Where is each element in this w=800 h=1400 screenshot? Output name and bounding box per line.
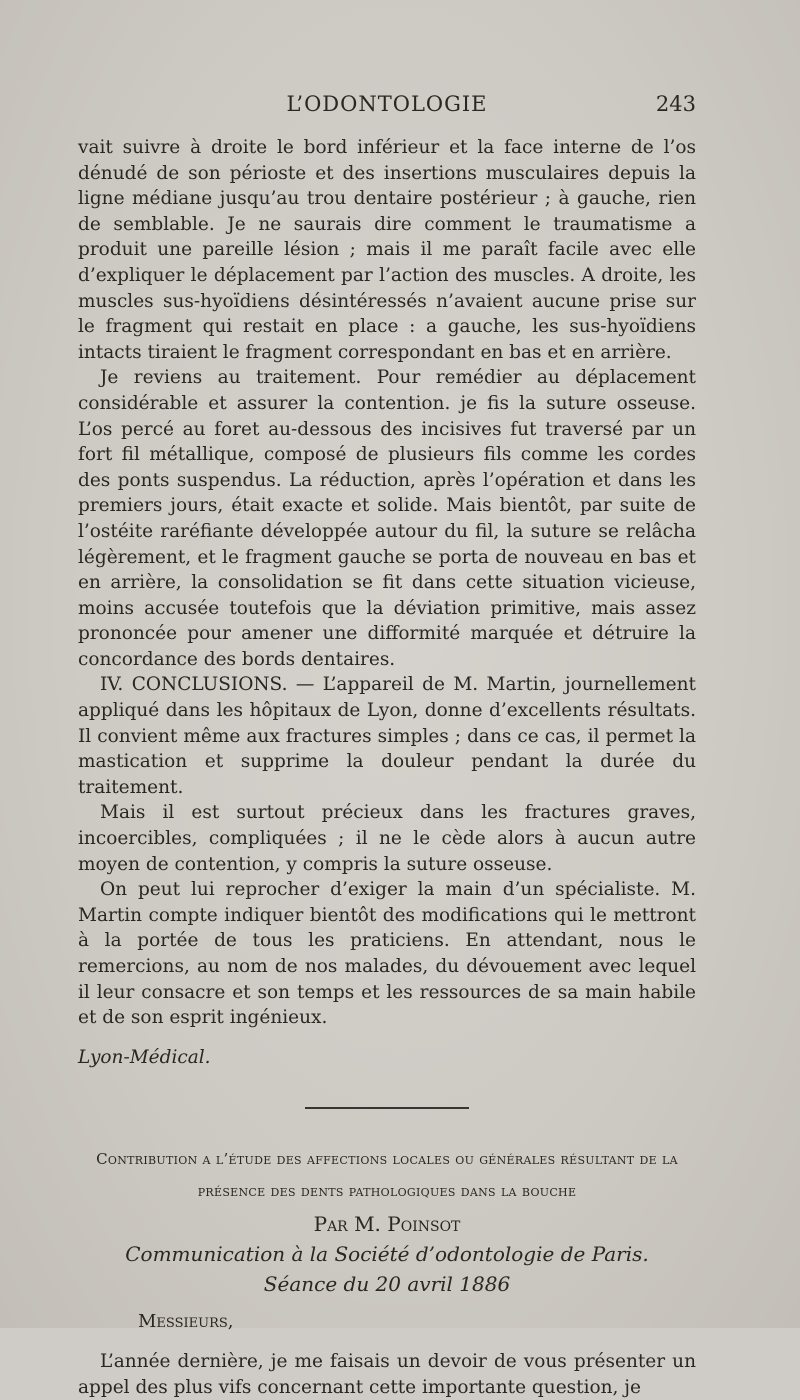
- article-venue: Communication à la Société d’odontologie de Paris.: [125, 1242, 649, 1267]
- source-signature: Lyon-Médical.: [78, 1046, 211, 1068]
- section-divider: [305, 1107, 469, 1109]
- page-header: [78, 92, 696, 124]
- paragraph: Je reviens au traitement. Pour remédier au déplacement considérable et assurer la contention. je fis la suture osseuse. L’os percé au foret au-dessous des incisives fut traversé par un fort fil métallique, composé de plusieurs fils comme les cordes des ponts suspendus. La réduction, après l’opération et dans les premiers jours, était exacte et solide. Mais bientôt, par suite de l’ostéite raréfiante développée autour du fil, la suture se relâcha légèrement, et le fragment gauche se porta de nouveau en bas et en arrière, la consolidation se fit dans cette situation vicieuse, moins accusée toutefois que la déviation primitive, mais assez prononcée pour amener une difformité marquée et détruire la concordance des bords dentaires.: [78, 367, 696, 670]
- conclusions-paragraph: IV. CONCLUSIONS. — L’appareil de M. Martin, journellement appliqué dans les hôpitaux de Lyon, donne d’excellents résultats. Il convient même aux fractures simples ; dans ce cas, il permet la mastication et supprime la douleur pendant la durée du traitement.: [78, 674, 696, 798]
- salutation: Messieurs,: [138, 1311, 234, 1333]
- paragraph: vait suivre à droite le bord inférieur et la face interne de l’os dénudé de son périoste et des insertions musculaires depuis la ligne médiane jusqu’au trou dentaire postérieur ; à gauche, rien de semblable. Je ne saurais dire comment le traumatisme a produit une pareille lésion ; mais il me paraît facile avec elle d’expliquer le déplacement par l’action des muscles. A droite, les muscles sus-hyoïdiens désintéressés n’avaient aucune prise sur le fragment qui restait en place : a gauche, les sus-hyoïdiens intacts tiraient le fragment correspondant en bas et en arrière.: [78, 137, 696, 363]
- paragraph: On peut lui reprocher d’exiger la main d’un spécialiste. M. Martin compte indiquer bientôt des modifications qui le mettront à la portée de tous les praticiens. En attendant, nous le remercions, au nom de nos malades, du dévouement avec lequel il leur consacre et son temps et les ressources de sa main habile et de son esprit ingénieux.: [78, 879, 696, 1029]
- paragraph: Mais il est surtout précieux dans les fractures graves, incoercibles, compliquées ; il ne le cède alors à aucun autre moyen de contention, y compris la suture osseuse.: [78, 802, 696, 875]
- article-title: Contribution a l’étude des affections locales ou générales résultant de la présence des dents pathologiques dans la bouche: [96, 1150, 678, 1201]
- body-text: [78, 135, 696, 1400]
- running-title: L’ODONTOLOGIE: [286, 92, 488, 116]
- article-byline: Par M. Poinsot: [313, 1212, 461, 1237]
- article-date: Séance du 20 avril 1886: [263, 1272, 511, 1297]
- opening-paragraph: L’année dernière, je me faisais un devoir de vous présenter un appel des plus vifs concernant cette importante question, je: [78, 1350, 696, 1398]
- page-number: 243: [655, 92, 696, 116]
